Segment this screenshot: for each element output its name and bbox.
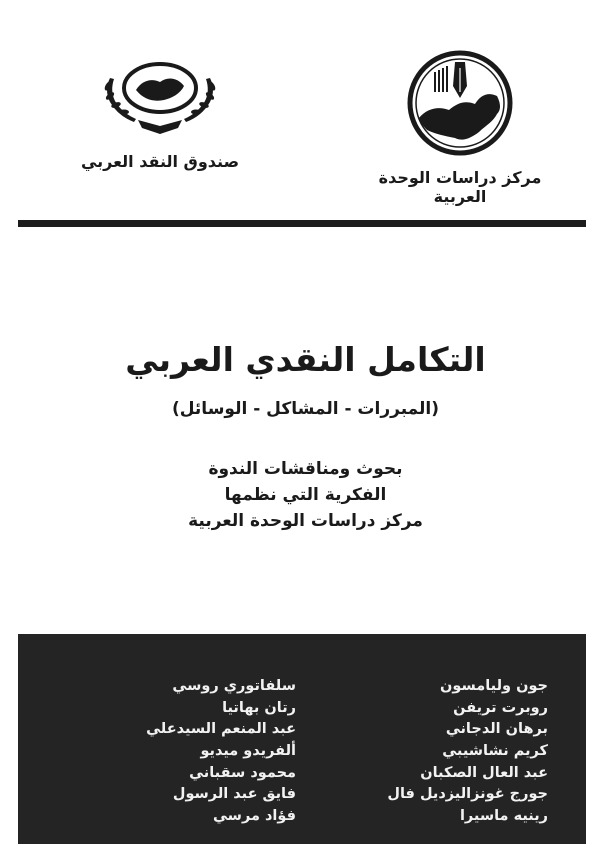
author-name: برهان الدجاني (445, 721, 548, 738)
author-name: فايق عبد الرسول (172, 786, 296, 803)
author-name: جورج غونزاليزديل فال (387, 786, 548, 803)
authors-column-left (76, 676, 296, 828)
publisher-name-left: صندوق النقد العربي (80, 152, 240, 171)
author-name: عبد المنعم السيدعلي (146, 721, 296, 738)
author-name: فؤاد مرسي (213, 808, 296, 825)
authors-column-right (328, 676, 548, 828)
authors-panel (18, 634, 586, 844)
author-name: محمود سقباني (189, 764, 296, 781)
author-name: روبرت تريفن (453, 699, 548, 716)
arab-unity-center-emblem-icon (405, 48, 515, 158)
divider-bar (18, 220, 586, 227)
description-line: مركز دراسات الوحدة العربية (188, 511, 423, 531)
publisher-name-right: مركز دراسات الوحدة العربية (378, 168, 542, 206)
book-subtitle: (المبررات - المشاكل - الوسائل) (171, 399, 440, 419)
book-title: التكامل النقدي العربي (125, 340, 486, 379)
publisher-logo-right (350, 48, 570, 206)
author-name: عبد العال الصكبان (420, 764, 548, 781)
author-name: ألفريدو ميديو (200, 743, 296, 760)
author-name: رينيه ماسيرا (459, 808, 548, 825)
author-name: جون وليامسون (440, 678, 548, 694)
author-name: كريم نشاشيبي (442, 743, 548, 760)
author-name: رتان بهاتيا (222, 699, 296, 716)
arab-monetary-fund-emblem-icon (90, 48, 230, 140)
description-line: الفكرية التي نظمها (224, 485, 387, 505)
publisher-logo-left (50, 48, 270, 171)
author-name: سلفاتوري روسي (172, 678, 296, 694)
description-line: بحوث ومناقشات الندوة (208, 459, 403, 479)
book-description (0, 456, 611, 534)
